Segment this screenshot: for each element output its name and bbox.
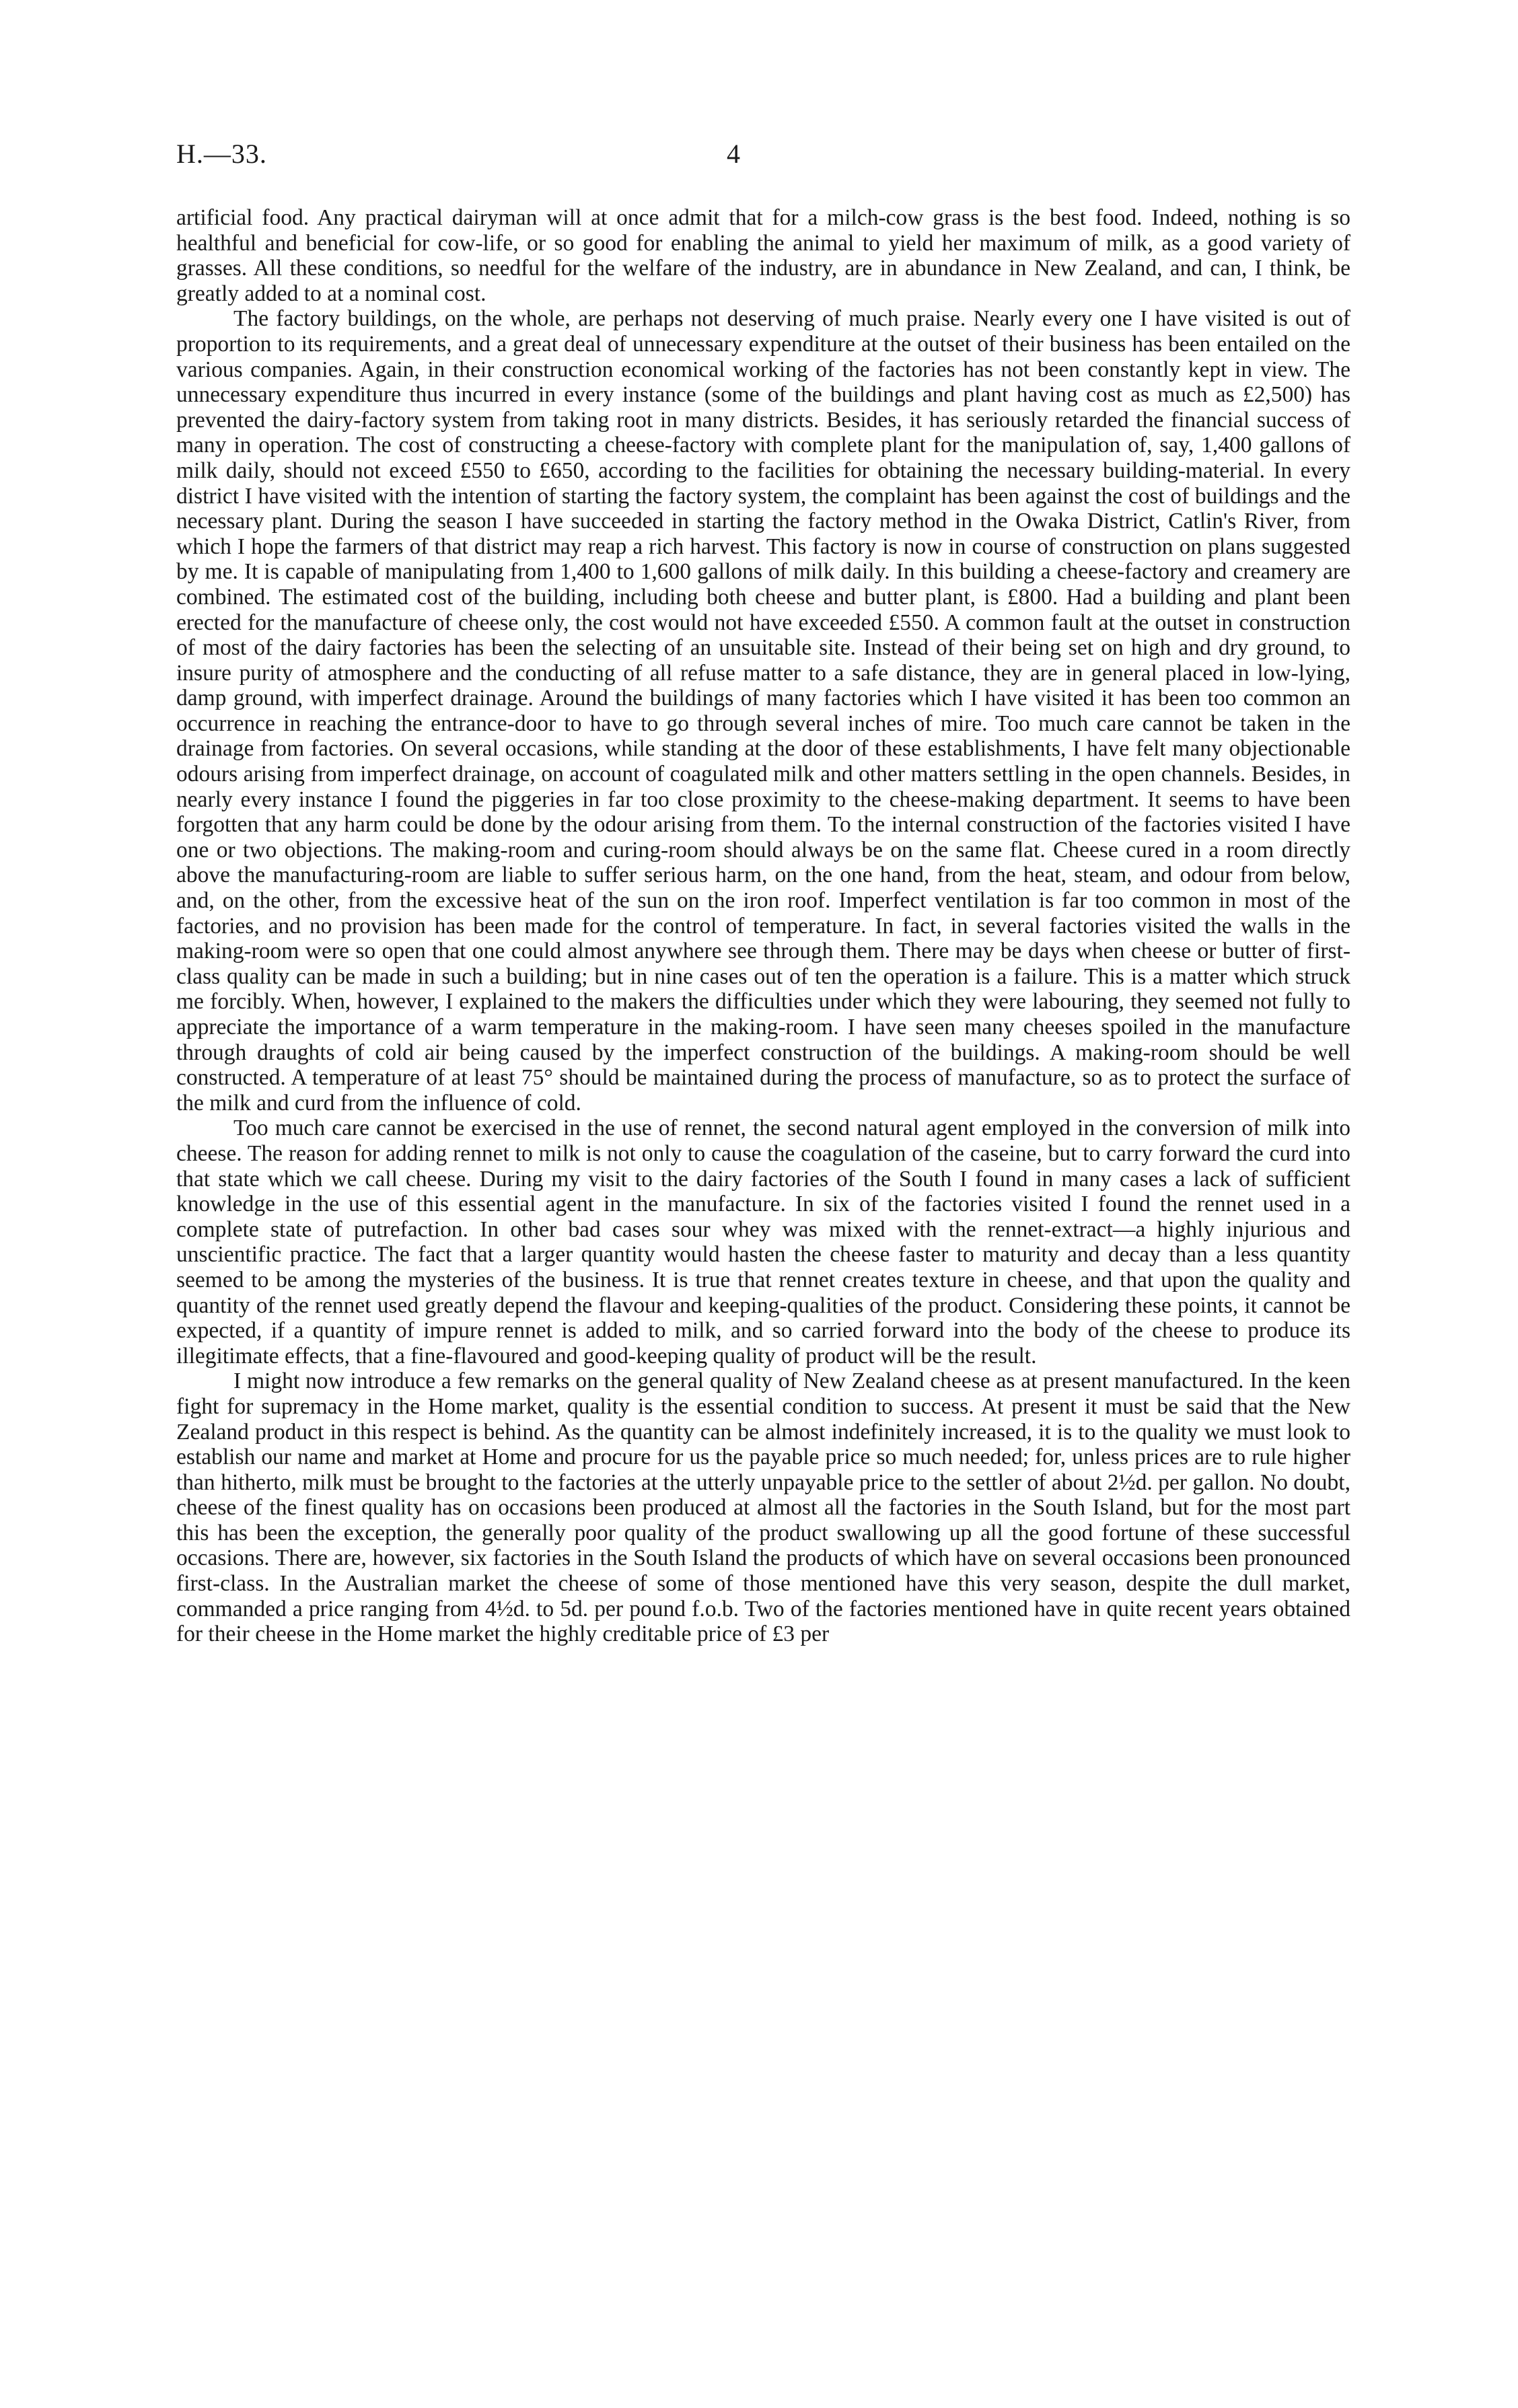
paragraph-cheese-quality: I might now introduce a few remarks on the general quality of New Zealand cheese as at present manufactured. In the keen fight for supremacy in the Home market, quality is the essential condition to success. At present it must be said that the New Zealand product in this respect is behind. As the quantity can be almost indefinitely increased, it is to the quality we must look to establish our name and market at Home and procure for us the payable price so much needed; for, unless prices are to rule higher than hitherto, milk must be brought to the factories at the utterly unpayable price to the settler of about 2½d. per gallon. No doubt, cheese of the finest quality has on occasions been produced at almost all the factories in the South Island, but for the most part this has been the exception, the generally poor quality of the product swallowing up all the good fortune of these successful occasions. There are, however, six factories in the South Island the products of which have on several occasions been pronounced first-class. In the Australian market the cheese of some of those mentioned have this very season, despite the dull market, commanded a price ranging from 4½d. to 5d. per pound f.o.b. Two of the factories mentioned have in quite recent years obtained for their cheese in the Home market the highly creditable price of £3 per (176, 1369, 1350, 1647)
page-number: 4 (727, 139, 740, 169)
paragraph-artificial-food: artificial food. Any practical dairyman will at once admit that for a milch-cow grass is the best food. Indeed, nothing is so healthful and beneficial for cow-life, or so good for enabling the animal to yield her maximum of milk, as a good variety of grasses. All these conditions, so needful for the welfare of the industry, are in abundance in New Zealand, and can, I think, be greatly added to at a nominal cost. (176, 205, 1350, 306)
body-text (176, 205, 1350, 1647)
paragraph-factory-buildings: The factory buildings, on the whole, are perhaps not deserving of much praise. Nearly every one I have visited is out of proportion to its requirements, and a great deal of unnecessary expenditure at the outset of their business has been entailed on the various companies. Again, in their construction economical working of the factories has not been constantly kept in view. The unnecessary expenditure thus incurred in every instance (some of the buildings and plant having cost as much as £2,500) has prevented the dairy-factory system from taking root in many districts. Besides, it has seriously retarded the financial success of many in operation. The cost of constructing a cheese-factory with complete plant for the manipulation of, say, 1,400 gallons of milk daily, should not exceed £550 to £650, according to the facilities for obtaining the necessary building-material. In every district I have visited with the intention of starting the factory system, the complaint has been against the cost of buildings and the necessary plant. During the season I have succeeded in starting the factory method in the Owaka District, Catlin's River, from which I hope the farmers of that district may reap a rich harvest. This factory is now in course of construction on plans suggested by me. It is capable of manipulating from 1,400 to 1,600 gallons of milk daily. In this building a cheese-factory and creamery are combined. The estimated cost of the building, including both cheese and butter plant, is £800. Had a building and plant been erected for the manufacture of cheese only, the cost would not have exceeded £550. A common fault at the outset in construction of most of the dairy factories has been the selecting of an unsuitable site. Instead of their being set on high and dry ground, to insure purity of atmosphere and the conducting of all refuse matter to a safe distance, they are in general placed in low-lying, damp ground, with imperfect drainage. Around the buildings of many factories which I have visited it has been too common an occurrence in reaching the entrance-door to have to go through several inches of mire. Too much care cannot be taken in the drainage from factories. On several occasions, while standing at the door of these establishments, I have felt many objectionable odours arising from imperfect drainage, on account of coagulated milk and other matters settling in the open channels. Besides, in nearly every instance I found the piggeries in far too close proximity to the cheese-making department. It seems to have been forgotten that any harm could be done by the odour arising from them. To the internal construction of the factories visited I have one or two objections. The making-room and curing-room should always be on the same flat. Cheese cured in a room directly above the manufacturing-room are liable to suffer serious harm, on the one hand, from the heat, steam, and odour from below, and, on the other, from the excessive heat of the sun on the iron roof. Imperfect ventilation is far too common in most of the factories, and no provision has been made for the control of temperature. In fact, in several factories visited the walls in the making-room were so open that one could almost anywhere see through them. There may be days when cheese or butter of first-class quality can be made in such a building; but in nine cases out of ten the operation is a failure. This is a matter which struck me forcibly. When, however, I explained to the makers the difficulties under which they were labouring, they seemed not fully to appreciate the importance of a warm temperature in the making-room. I have seen many cheeses spoiled in the manufacture through draughts of cold air being caused by the imperfect construction of the buildings. A making-room should be well constructed. A temperature of at least 75° should be maintained during the process of manufacture, so as to protect the surface of the milk and curd from the influence of cold. (176, 306, 1350, 1116)
page-header (176, 138, 1350, 178)
paragraph-rennet: Too much care cannot be exercised in the use of rennet, the second natural agent employed in the conversion of milk into cheese. The reason for adding rennet to milk is not only to cause the coagulation of the caseine, but to carry forward the curd into that state which we call cheese. During my visit to the dairy factories of the South I found in many cases a lack of sufficient knowledge in the use of this essential agent in the manufacture. In six of the factories visited I found the rennet used in a complete state of putrefaction. In other bad cases sour whey was mixed with the rennet-extract—a highly injurious and unscientific practice. The fact that a larger quantity would hasten the cheese faster to maturity and decay than a less quantity seemed to be among the mysteries of the business. It is true that rennet creates texture in cheese, and that upon the quality and quantity of the rennet used greatly depend the flavour and keeping-qualities of the product. Considering these points, it cannot be expected, if a quantity of impure rennet is added to milk, and so carried forward into the body of the cheese to produce its illegitimate effects, that a fine-flavoured and good-keeping quality of product will be the result. (176, 1116, 1350, 1369)
document-reference: H.—33. (176, 139, 267, 169)
